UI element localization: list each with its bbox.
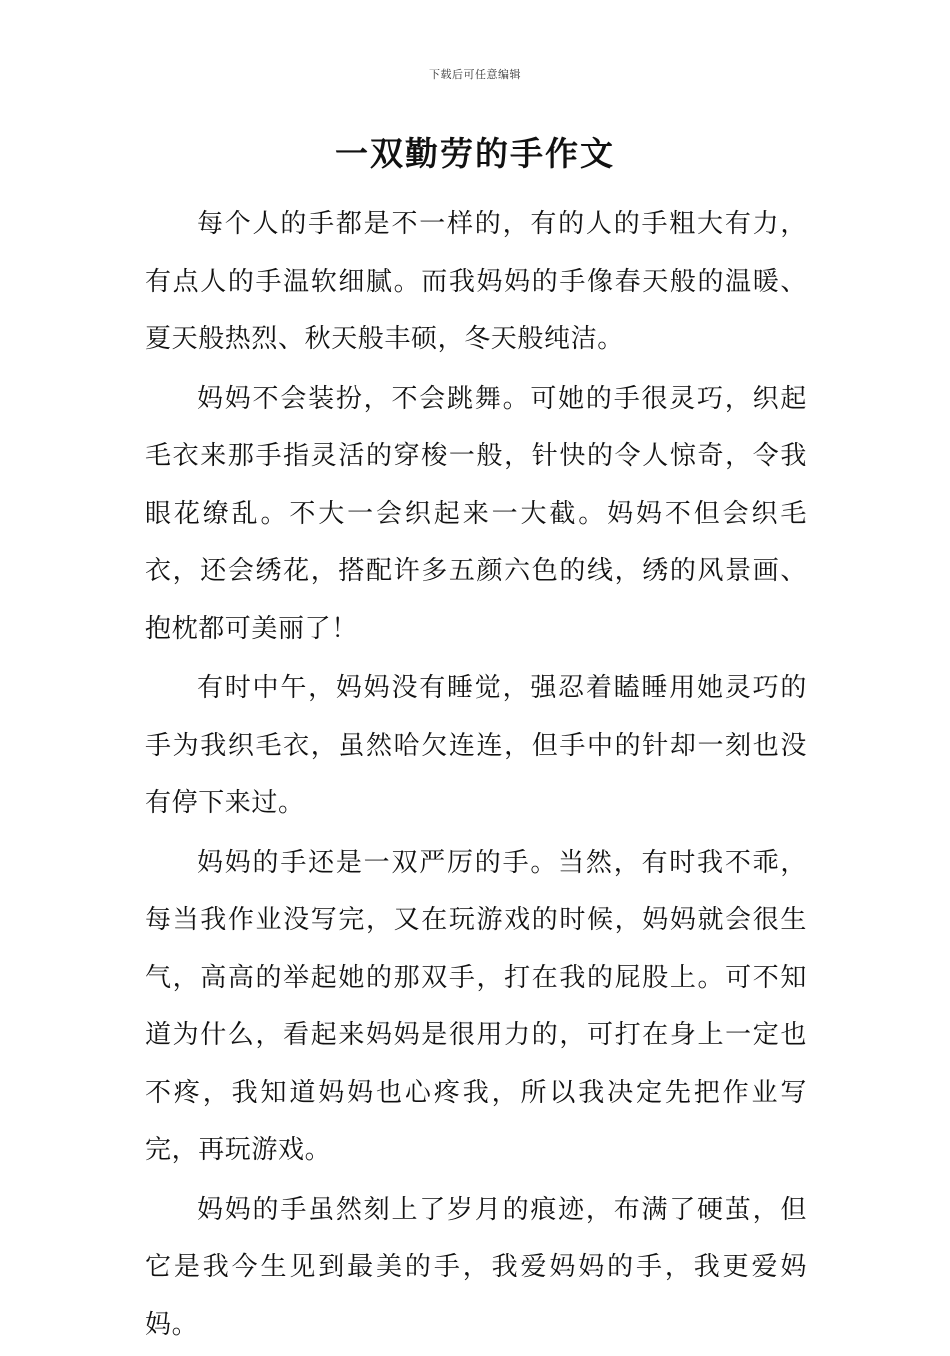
essay-body — [145, 196, 807, 1356]
paragraph-3: 有时中午，妈妈没有睡觉，强忍着瞌睡用她灵巧的手为我织毛衣，虽然哈欠连连，但手中的针却一刻也没有停下来过。 — [145, 673, 807, 818]
paragraph-2: 妈妈不会装扮，不会跳舞。可她的手很灵巧，织起毛衣来那手指灵活的穿梭一般，针快的令人惊奇，令我眼花缭乱。不大一会织起来一大截。妈妈不但会织毛衣，还会绣花，搭配许多五颜六色的线，绣的风景画、抱枕都可美丽了！ — [145, 383, 807, 644]
page-title: 一双勤劳的手作文 — [335, 134, 615, 173]
paragraph-4: 妈妈的手还是一双严厉的手。当然，有时我不乖，每当我作业没写完，又在玩游戏的时候，妈妈就会很生气，高高的举起她的那双手，打在我的屁股上。可不知道为什么，看起来妈妈是很用力的，可打在身上一定也不疼，我知道妈妈也心疼我，所以我决定先把作业写完，再玩游戏。 — [145, 847, 807, 1165]
header-note: 下载后可任意编辑 — [429, 68, 521, 81]
paragraph-5: 妈妈的手虽然刻上了岁月的痕迹，布满了硬茧，但它是我今生见到最美的手，我爱妈妈的手，我更爱妈妈。 — [145, 1194, 807, 1340]
paragraph-1: 每个人的手都是不一样的，有的人的手粗大有力，有点人的手温软细腻。而我妈妈的手像春天般的温暖、夏天般热烈、秋天般丰硕，冬天般纯洁。 — [145, 209, 807, 354]
